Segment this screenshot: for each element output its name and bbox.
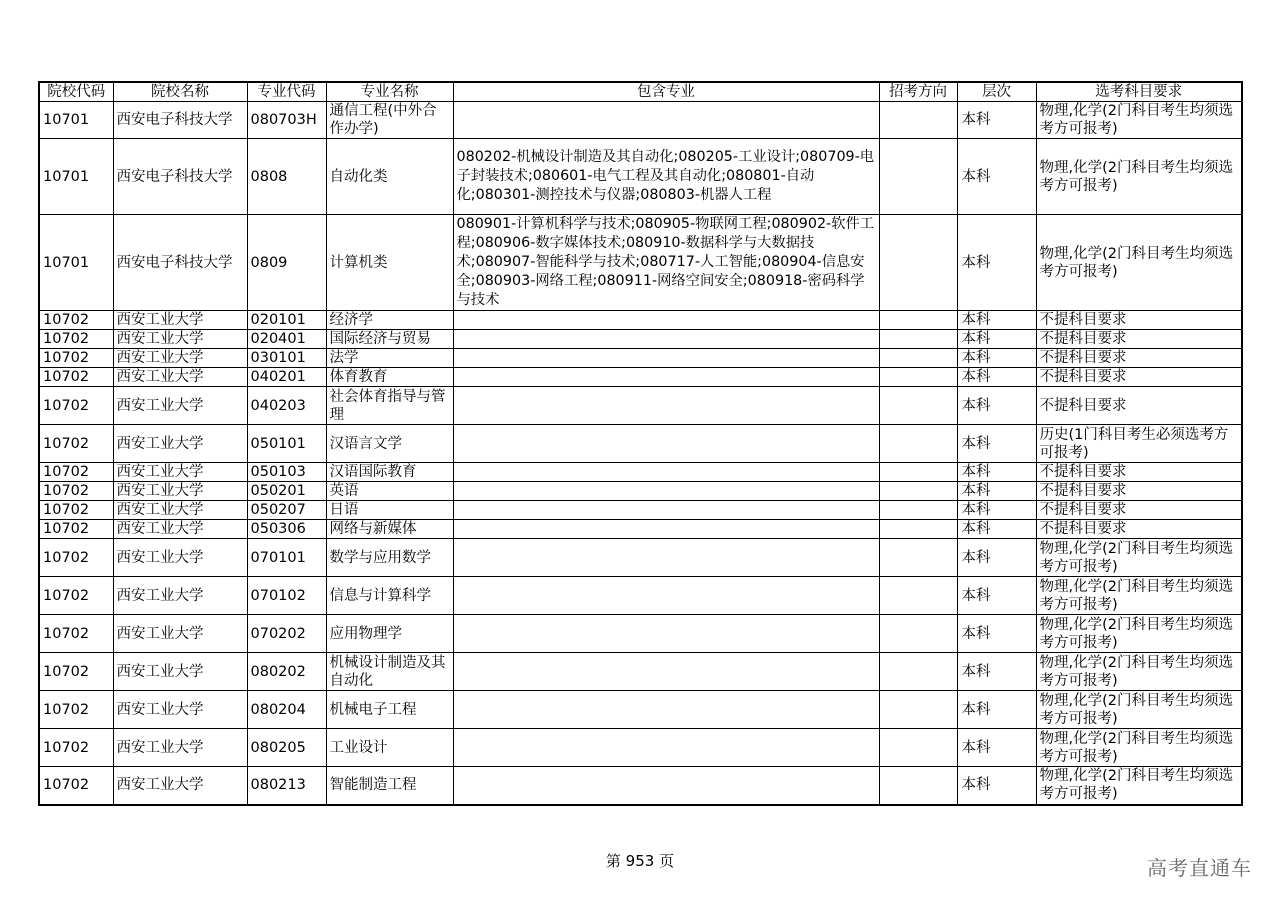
cell-subject-requirement: 不提科目要求 (1036, 349, 1242, 368)
cell-direction (879, 368, 957, 387)
cell-school-code: 10702 (39, 311, 113, 330)
cell-major-name: 通信工程(中外合作办学) (326, 102, 453, 139)
cell-subject-requirement: 物理,化学(2门科目考生均须选考方可报考) (1036, 767, 1242, 805)
cell-school-name: 西安工业大学 (113, 653, 247, 691)
cell-school-code: 10702 (39, 539, 113, 577)
cell-subject-requirement: 不提科目要求 (1036, 368, 1242, 387)
table-row (39, 615, 1242, 653)
cell-school-code: 10702 (39, 691, 113, 729)
cell-subject-requirement: 不提科目要求 (1036, 330, 1242, 349)
watermark-text: 高考直通车 (1147, 856, 1252, 880)
cell-major-code: 070102 (247, 577, 326, 615)
cell-major-code: 050101 (247, 425, 326, 463)
cell-level: 本科 (957, 520, 1036, 539)
table-row (39, 520, 1242, 539)
cell-major-name: 体育教育 (326, 368, 453, 387)
cell-direction (879, 501, 957, 520)
cell-level: 本科 (957, 102, 1036, 139)
cell-level: 本科 (957, 653, 1036, 691)
header-school-code: 院校代码 (39, 82, 113, 102)
table-row (39, 577, 1242, 615)
cell-school-code: 10701 (39, 102, 113, 139)
cell-included-majors (453, 368, 879, 387)
cell-major-name: 英语 (326, 482, 453, 501)
cell-school-code: 10701 (39, 215, 113, 311)
page-number: 第 953 页 (605, 852, 675, 870)
cell-school-name: 西安工业大学 (113, 482, 247, 501)
cell-major-name: 国际经济与贸易 (326, 330, 453, 349)
table-row (39, 102, 1242, 139)
table-row (39, 387, 1242, 425)
header-school-name: 院校名称 (113, 82, 247, 102)
cell-subject-requirement: 物理,化学(2门科目考生均须选考方可报考) (1036, 729, 1242, 767)
cell-included-majors (453, 330, 879, 349)
cell-school-name: 西安工业大学 (113, 577, 247, 615)
cell-direction (879, 539, 957, 577)
header-subject-requirement: 选考科目要求 (1036, 82, 1242, 102)
cell-school-code: 10702 (39, 482, 113, 501)
cell-major-code: 0809 (247, 215, 326, 311)
cell-major-name: 汉语言文学 (326, 425, 453, 463)
cell-subject-requirement: 物理,化学(2门科目考生均须选考方可报考) (1036, 615, 1242, 653)
cell-included-majors (453, 482, 879, 501)
table-row (39, 653, 1242, 691)
cell-level: 本科 (957, 215, 1036, 311)
cell-school-code: 10702 (39, 577, 113, 615)
cell-direction (879, 577, 957, 615)
cell-direction (879, 729, 957, 767)
cell-subject-requirement: 不提科目要求 (1036, 463, 1242, 482)
cell-direction (879, 691, 957, 729)
cell-major-name: 数学与应用数学 (326, 539, 453, 577)
cell-school-name: 西安工业大学 (113, 368, 247, 387)
cell-subject-requirement: 不提科目要求 (1036, 520, 1242, 539)
cell-school-name: 西安工业大学 (113, 463, 247, 482)
table-header (39, 82, 1242, 102)
cell-school-code: 10702 (39, 368, 113, 387)
cell-school-code: 10702 (39, 767, 113, 805)
cell-level: 本科 (957, 482, 1036, 501)
cell-major-code: 020401 (247, 330, 326, 349)
cell-included-majors (453, 539, 879, 577)
cell-school-name: 西安电子科技大学 (113, 215, 247, 311)
cell-school-code: 10702 (39, 520, 113, 539)
cell-major-code: 030101 (247, 349, 326, 368)
cell-level: 本科 (957, 615, 1036, 653)
cell-included-majors (453, 691, 879, 729)
cell-major-code: 050103 (247, 463, 326, 482)
cell-school-name: 西安电子科技大学 (113, 139, 247, 215)
table-row (39, 501, 1242, 520)
cell-major-name: 经济学 (326, 311, 453, 330)
table-row (39, 539, 1242, 577)
header-included-majors: 包含专业 (453, 82, 879, 102)
cell-level: 本科 (957, 463, 1036, 482)
table-row (39, 215, 1242, 311)
cell-school-code: 10701 (39, 139, 113, 215)
cell-direction (879, 330, 957, 349)
cell-major-name: 信息与计算科学 (326, 577, 453, 615)
cell-subject-requirement: 不提科目要求 (1036, 311, 1242, 330)
cell-school-name: 西安工业大学 (113, 311, 247, 330)
cell-school-code: 10702 (39, 501, 113, 520)
cell-school-name: 西安工业大学 (113, 330, 247, 349)
table-row (39, 349, 1242, 368)
cell-included-majors (453, 520, 879, 539)
cell-level: 本科 (957, 330, 1036, 349)
cell-subject-requirement: 不提科目要求 (1036, 387, 1242, 425)
cell-included-majors: 080901-计算机科学与技术;080905-物联网工程;080902-软件工程;080906-数字媒体技术;080910-数据科学与大数据技术;080907-智能科学与技术;080717-人工智能;080904-信息安全;080903-网络工程;080911-网络空间安全;080918-密码科学与技术 (453, 215, 879, 311)
table-row (39, 729, 1242, 767)
table-row (39, 767, 1242, 805)
cell-school-name: 西安电子科技大学 (113, 102, 247, 139)
cell-school-name: 西安工业大学 (113, 387, 247, 425)
cell-school-name: 西安工业大学 (113, 729, 247, 767)
cell-subject-requirement: 不提科目要求 (1036, 482, 1242, 501)
cell-included-majors (453, 311, 879, 330)
cell-direction (879, 463, 957, 482)
cell-included-majors (453, 387, 879, 425)
cell-school-code: 10702 (39, 330, 113, 349)
cell-school-name: 西安工业大学 (113, 501, 247, 520)
table-row (39, 311, 1242, 330)
cell-direction (879, 653, 957, 691)
cell-major-name: 机械电子工程 (326, 691, 453, 729)
cell-major-name: 计算机类 (326, 215, 453, 311)
cell-included-majors (453, 425, 879, 463)
cell-school-code: 10702 (39, 729, 113, 767)
cell-school-name: 西安工业大学 (113, 615, 247, 653)
cell-major-name: 应用物理学 (326, 615, 453, 653)
cell-level: 本科 (957, 767, 1036, 805)
cell-school-code: 10702 (39, 349, 113, 368)
cell-major-code: 050201 (247, 482, 326, 501)
header-level: 层次 (957, 82, 1036, 102)
cell-major-code: 080703H (247, 102, 326, 139)
header-direction: 招考方向 (879, 82, 957, 102)
cell-school-code: 10702 (39, 653, 113, 691)
cell-subject-requirement: 物理,化学(2门科目考生均须选考方可报考) (1036, 539, 1242, 577)
table-row (39, 482, 1242, 501)
cell-direction (879, 102, 957, 139)
cell-direction (879, 139, 957, 215)
cell-major-code: 070202 (247, 615, 326, 653)
table-body (39, 102, 1242, 805)
cell-level: 本科 (957, 139, 1036, 215)
cell-major-name: 社会体育指导与管理 (326, 387, 453, 425)
cell-major-code: 080205 (247, 729, 326, 767)
cell-school-code: 10702 (39, 387, 113, 425)
cell-school-name: 西安工业大学 (113, 539, 247, 577)
cell-included-majors (453, 501, 879, 520)
cell-major-code: 050306 (247, 520, 326, 539)
cell-included-majors (453, 102, 879, 139)
cell-included-majors (453, 463, 879, 482)
cell-major-code: 020101 (247, 311, 326, 330)
cell-school-name: 西安工业大学 (113, 691, 247, 729)
table-row (39, 463, 1242, 482)
header-row (39, 82, 1242, 102)
cell-direction (879, 215, 957, 311)
cell-level: 本科 (957, 368, 1036, 387)
header-major-code: 专业代码 (247, 82, 326, 102)
cell-level: 本科 (957, 387, 1036, 425)
cell-major-code: 070101 (247, 539, 326, 577)
cell-major-name: 自动化类 (326, 139, 453, 215)
cell-major-name: 机械设计制造及其自动化 (326, 653, 453, 691)
cell-subject-requirement: 历史(1门科目考生必须选考方可报考) (1036, 425, 1242, 463)
cell-included-majors (453, 767, 879, 805)
cell-direction (879, 482, 957, 501)
cell-major-name: 网络与新媒体 (326, 520, 453, 539)
cell-major-name: 汉语国际教育 (326, 463, 453, 482)
table-row (39, 425, 1242, 463)
table-row (39, 691, 1242, 729)
cell-direction (879, 349, 957, 368)
cell-major-code: 0808 (247, 139, 326, 215)
cell-school-name: 西安工业大学 (113, 425, 247, 463)
cell-school-code: 10702 (39, 463, 113, 482)
cell-direction (879, 767, 957, 805)
header-major-name: 专业名称 (326, 82, 453, 102)
cell-major-code: 040201 (247, 368, 326, 387)
table-row (39, 139, 1242, 215)
cell-school-name: 西安工业大学 (113, 349, 247, 368)
cell-level: 本科 (957, 577, 1036, 615)
cell-included-majors (453, 729, 879, 767)
cell-school-code: 10702 (39, 615, 113, 653)
cell-included-majors (453, 653, 879, 691)
cell-level: 本科 (957, 349, 1036, 368)
cell-direction (879, 520, 957, 539)
cell-school-code: 10702 (39, 425, 113, 463)
cell-subject-requirement: 物理,化学(2门科目考生均须选考方可报考) (1036, 691, 1242, 729)
cell-school-name: 西安工业大学 (113, 520, 247, 539)
cell-level: 本科 (957, 501, 1036, 520)
cell-major-code: 080202 (247, 653, 326, 691)
cell-included-majors (453, 615, 879, 653)
cell-level: 本科 (957, 539, 1036, 577)
cell-subject-requirement: 物理,化学(2门科目考生均须选考方可报考) (1036, 577, 1242, 615)
cell-level: 本科 (957, 425, 1036, 463)
cell-major-name: 工业设计 (326, 729, 453, 767)
table-row (39, 368, 1242, 387)
cell-subject-requirement: 不提科目要求 (1036, 501, 1242, 520)
cell-level: 本科 (957, 311, 1036, 330)
cell-major-name: 法学 (326, 349, 453, 368)
admission-requirements-table (38, 81, 1243, 806)
cell-school-name: 西安工业大学 (113, 767, 247, 805)
cell-direction (879, 425, 957, 463)
cell-direction (879, 311, 957, 330)
cell-included-majors: 080202-机械设计制造及其自动化;080205-工业设计;080709-电子封装技术;080601-电气工程及其自动化;080801-自动化;080301-测控技术与仪器;080803-机器人工程 (453, 139, 879, 215)
table-row (39, 330, 1242, 349)
cell-direction (879, 387, 957, 425)
cell-major-code: 080204 (247, 691, 326, 729)
cell-major-name: 智能制造工程 (326, 767, 453, 805)
cell-major-code: 050207 (247, 501, 326, 520)
cell-level: 本科 (957, 729, 1036, 767)
cell-direction (879, 615, 957, 653)
cell-major-code: 080213 (247, 767, 326, 805)
cell-level: 本科 (957, 691, 1036, 729)
cell-included-majors (453, 577, 879, 615)
cell-subject-requirement: 物理,化学(2门科目考生均须选考方可报考) (1036, 653, 1242, 691)
cell-subject-requirement: 物理,化学(2门科目考生均须选考方可报考) (1036, 215, 1242, 311)
cell-major-code: 040203 (247, 387, 326, 425)
cell-included-majors (453, 349, 879, 368)
cell-subject-requirement: 物理,化学(2门科目考生均须选考方可报考) (1036, 102, 1242, 139)
cell-major-name: 日语 (326, 501, 453, 520)
cell-subject-requirement: 物理,化学(2门科目考生均须选考方可报考) (1036, 139, 1242, 215)
